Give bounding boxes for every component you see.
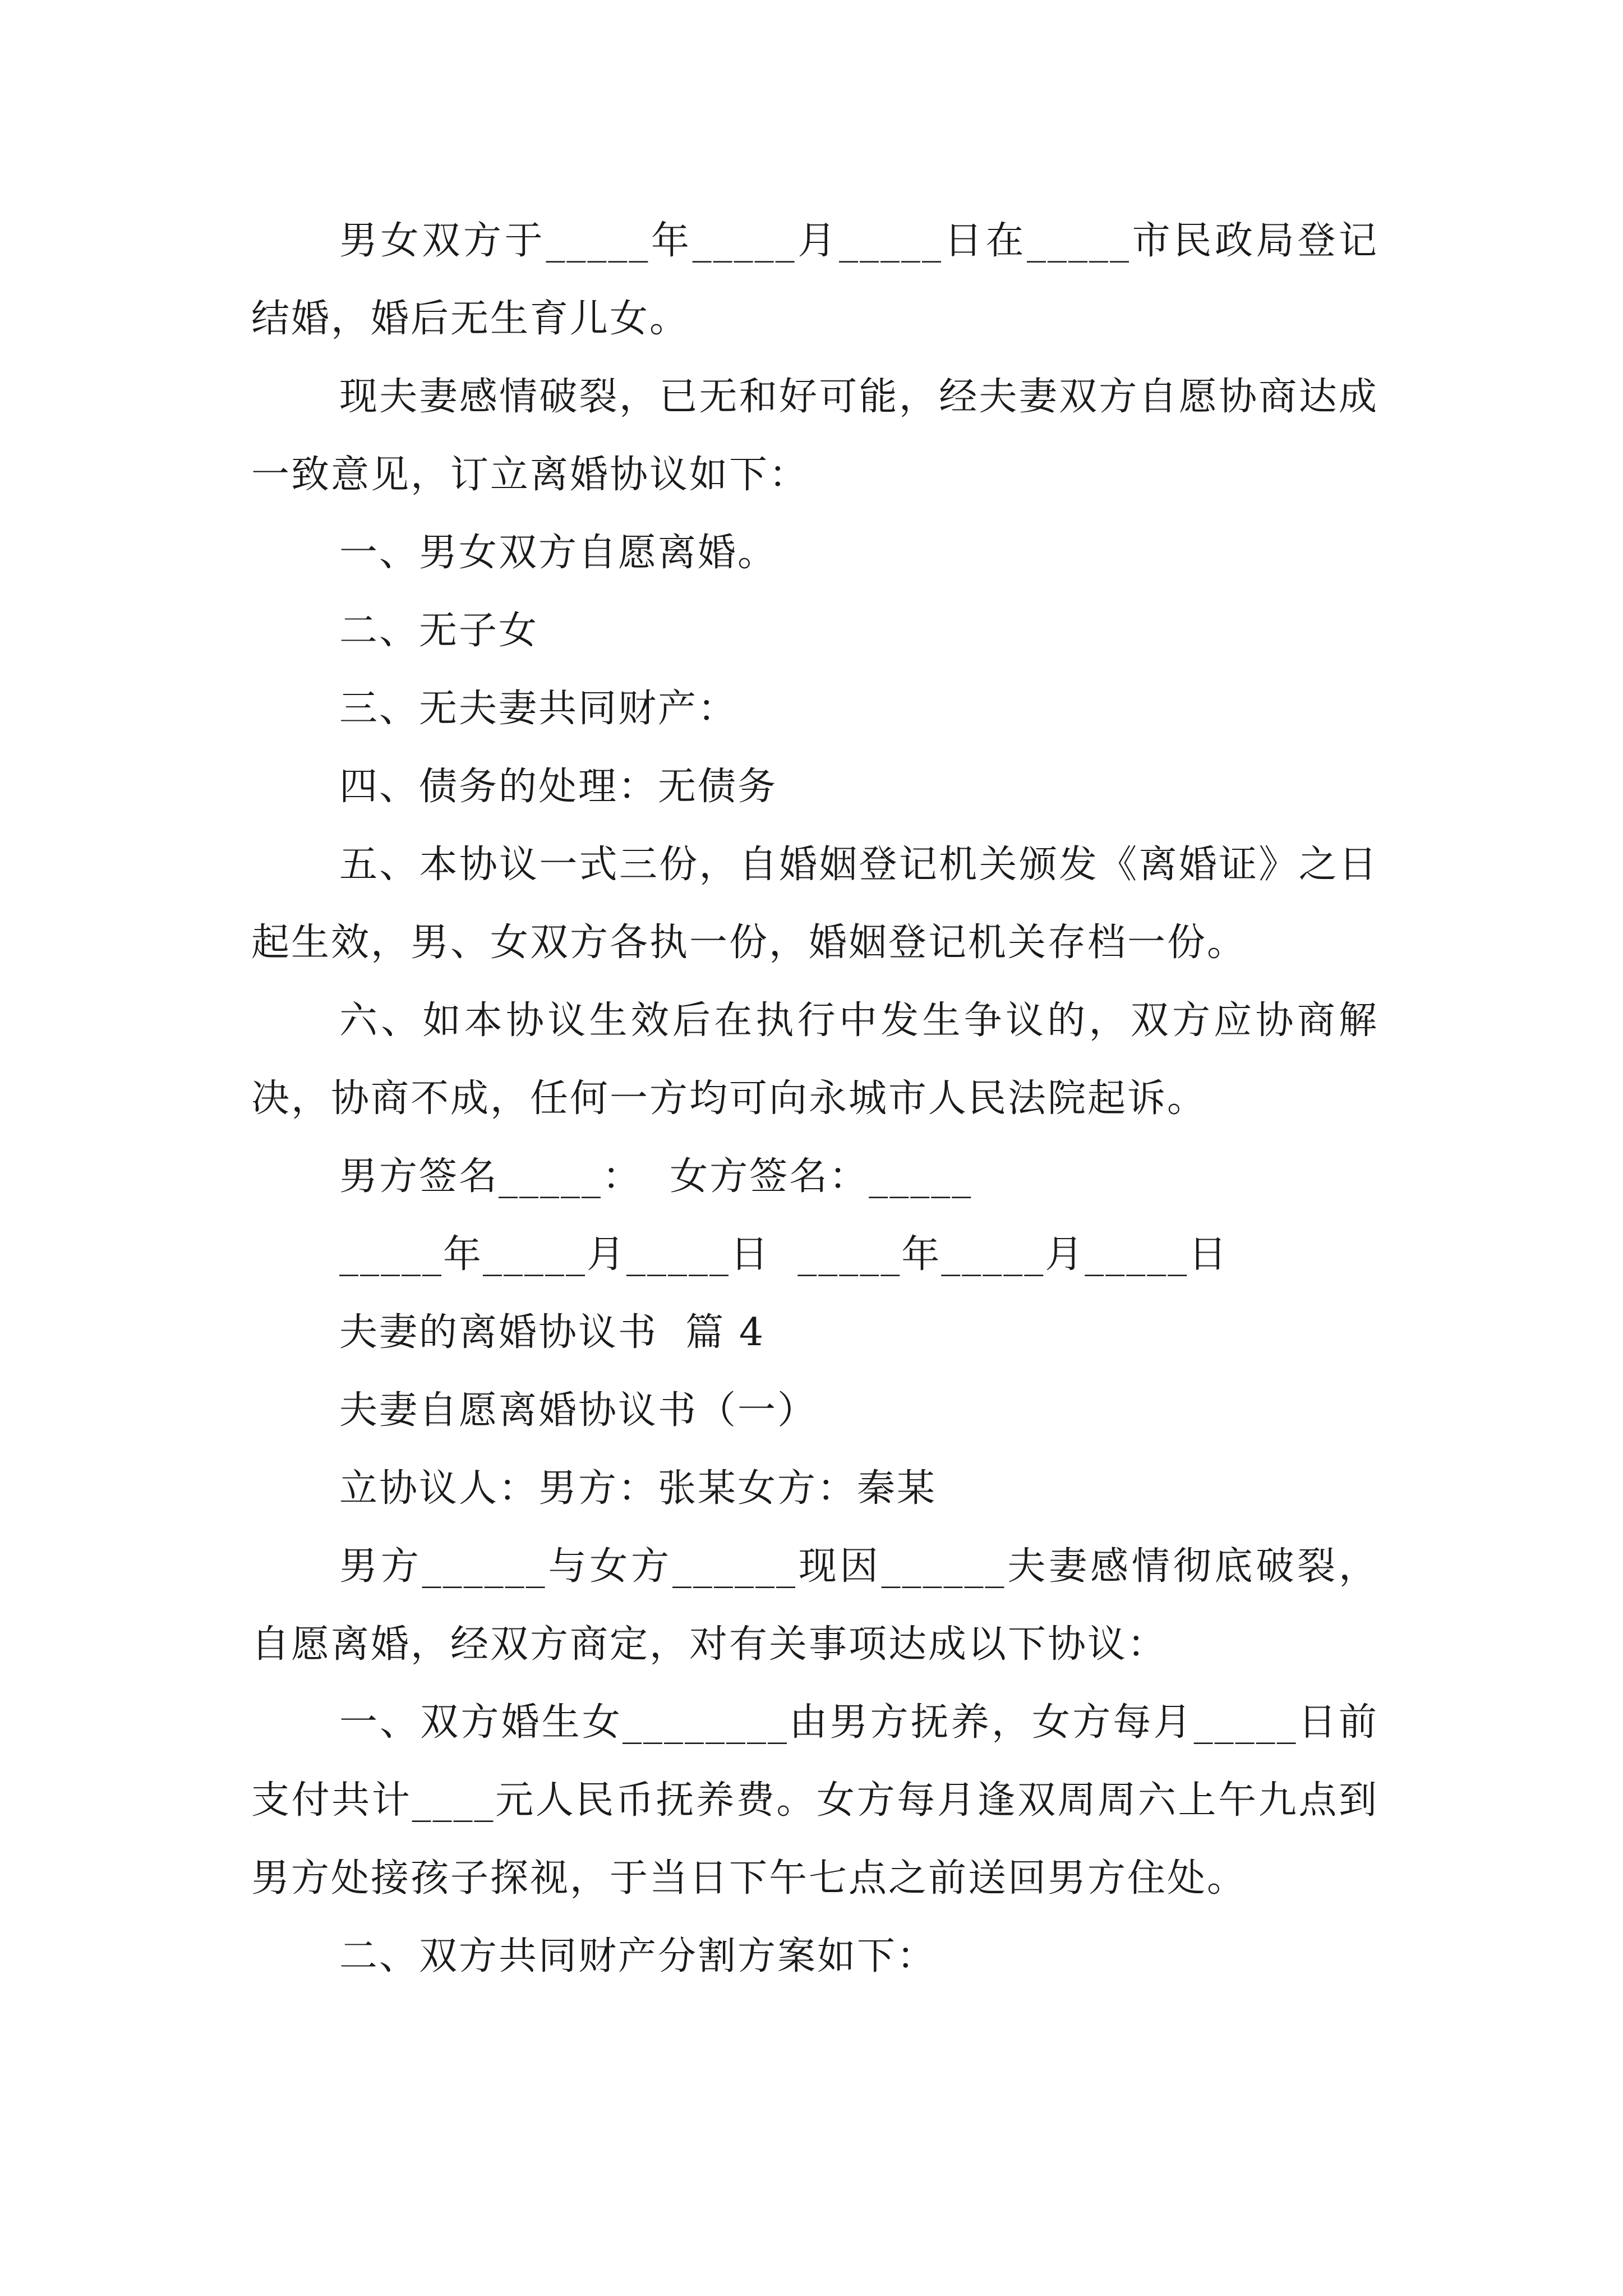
parties-line: 立协议人：男方：张某女方：秦某 bbox=[339, 1466, 937, 1511]
signature-line: 男方签名_____： 女方签名：_____ bbox=[339, 1154, 973, 1199]
document-body bbox=[251, 202, 1378, 1995]
paragraph-clause-6: 六、如本协议生效后在执行中发生争议的，双方应协商解决，协商不成，任何一方均可向永城市人民法院起诉。 bbox=[251, 999, 1378, 1121]
paragraph-custody-clause: 一、双方婚生女________由男方抚养，女方每月_____日前支付共计____元人民币抚养费。女方每月逢双周周六上午九点到男方处接孩子探视，于当日下午七点之前送回男方住处。 bbox=[251, 1700, 1378, 1901]
agreement-title: 夫妻自愿离婚协议书（一） bbox=[339, 1388, 818, 1433]
paragraph-clause-2: 二、无子女 bbox=[339, 609, 539, 653]
paragraph-marriage-registration: 男女双方于_____年_____月_____日在_____市民政局登记结婚，婚后无生育儿女。 bbox=[251, 219, 1378, 341]
paragraph-property-clause: 二、双方共同财产分割方案如下： bbox=[339, 1934, 937, 1978]
section-heading: 夫妻的离婚协议书 篇 4 bbox=[339, 1310, 766, 1355]
paragraph-clause-1: 一、男女双方自愿离婚。 bbox=[339, 531, 778, 575]
paragraph-divorce-reason: 男方______与女方______现因______夫妻感情彻底破裂，自愿离婚，经双方商定，对有关事项达成以下协议： bbox=[251, 1544, 1378, 1667]
paragraph-clause-3: 三、无夫妻共同财产： bbox=[339, 687, 738, 731]
paragraph-clause-4: 四、债务的处理：无债务 bbox=[339, 765, 778, 809]
paragraph-agreement-intro: 现夫妻感情破裂，已无和好可能，经夫妻双方自愿协商达成一致意见，订立离婚协议如下： bbox=[251, 375, 1378, 497]
date-line: _____年_____月_____日 _____年_____月_____日 bbox=[339, 1232, 1229, 1277]
paragraph-clause-5: 五、本协议一式三份，自婚姻登记机关颁发《离婚证》之日起生效，男、女双方各执一份，婚姻登记机关存档一份。 bbox=[251, 843, 1378, 965]
